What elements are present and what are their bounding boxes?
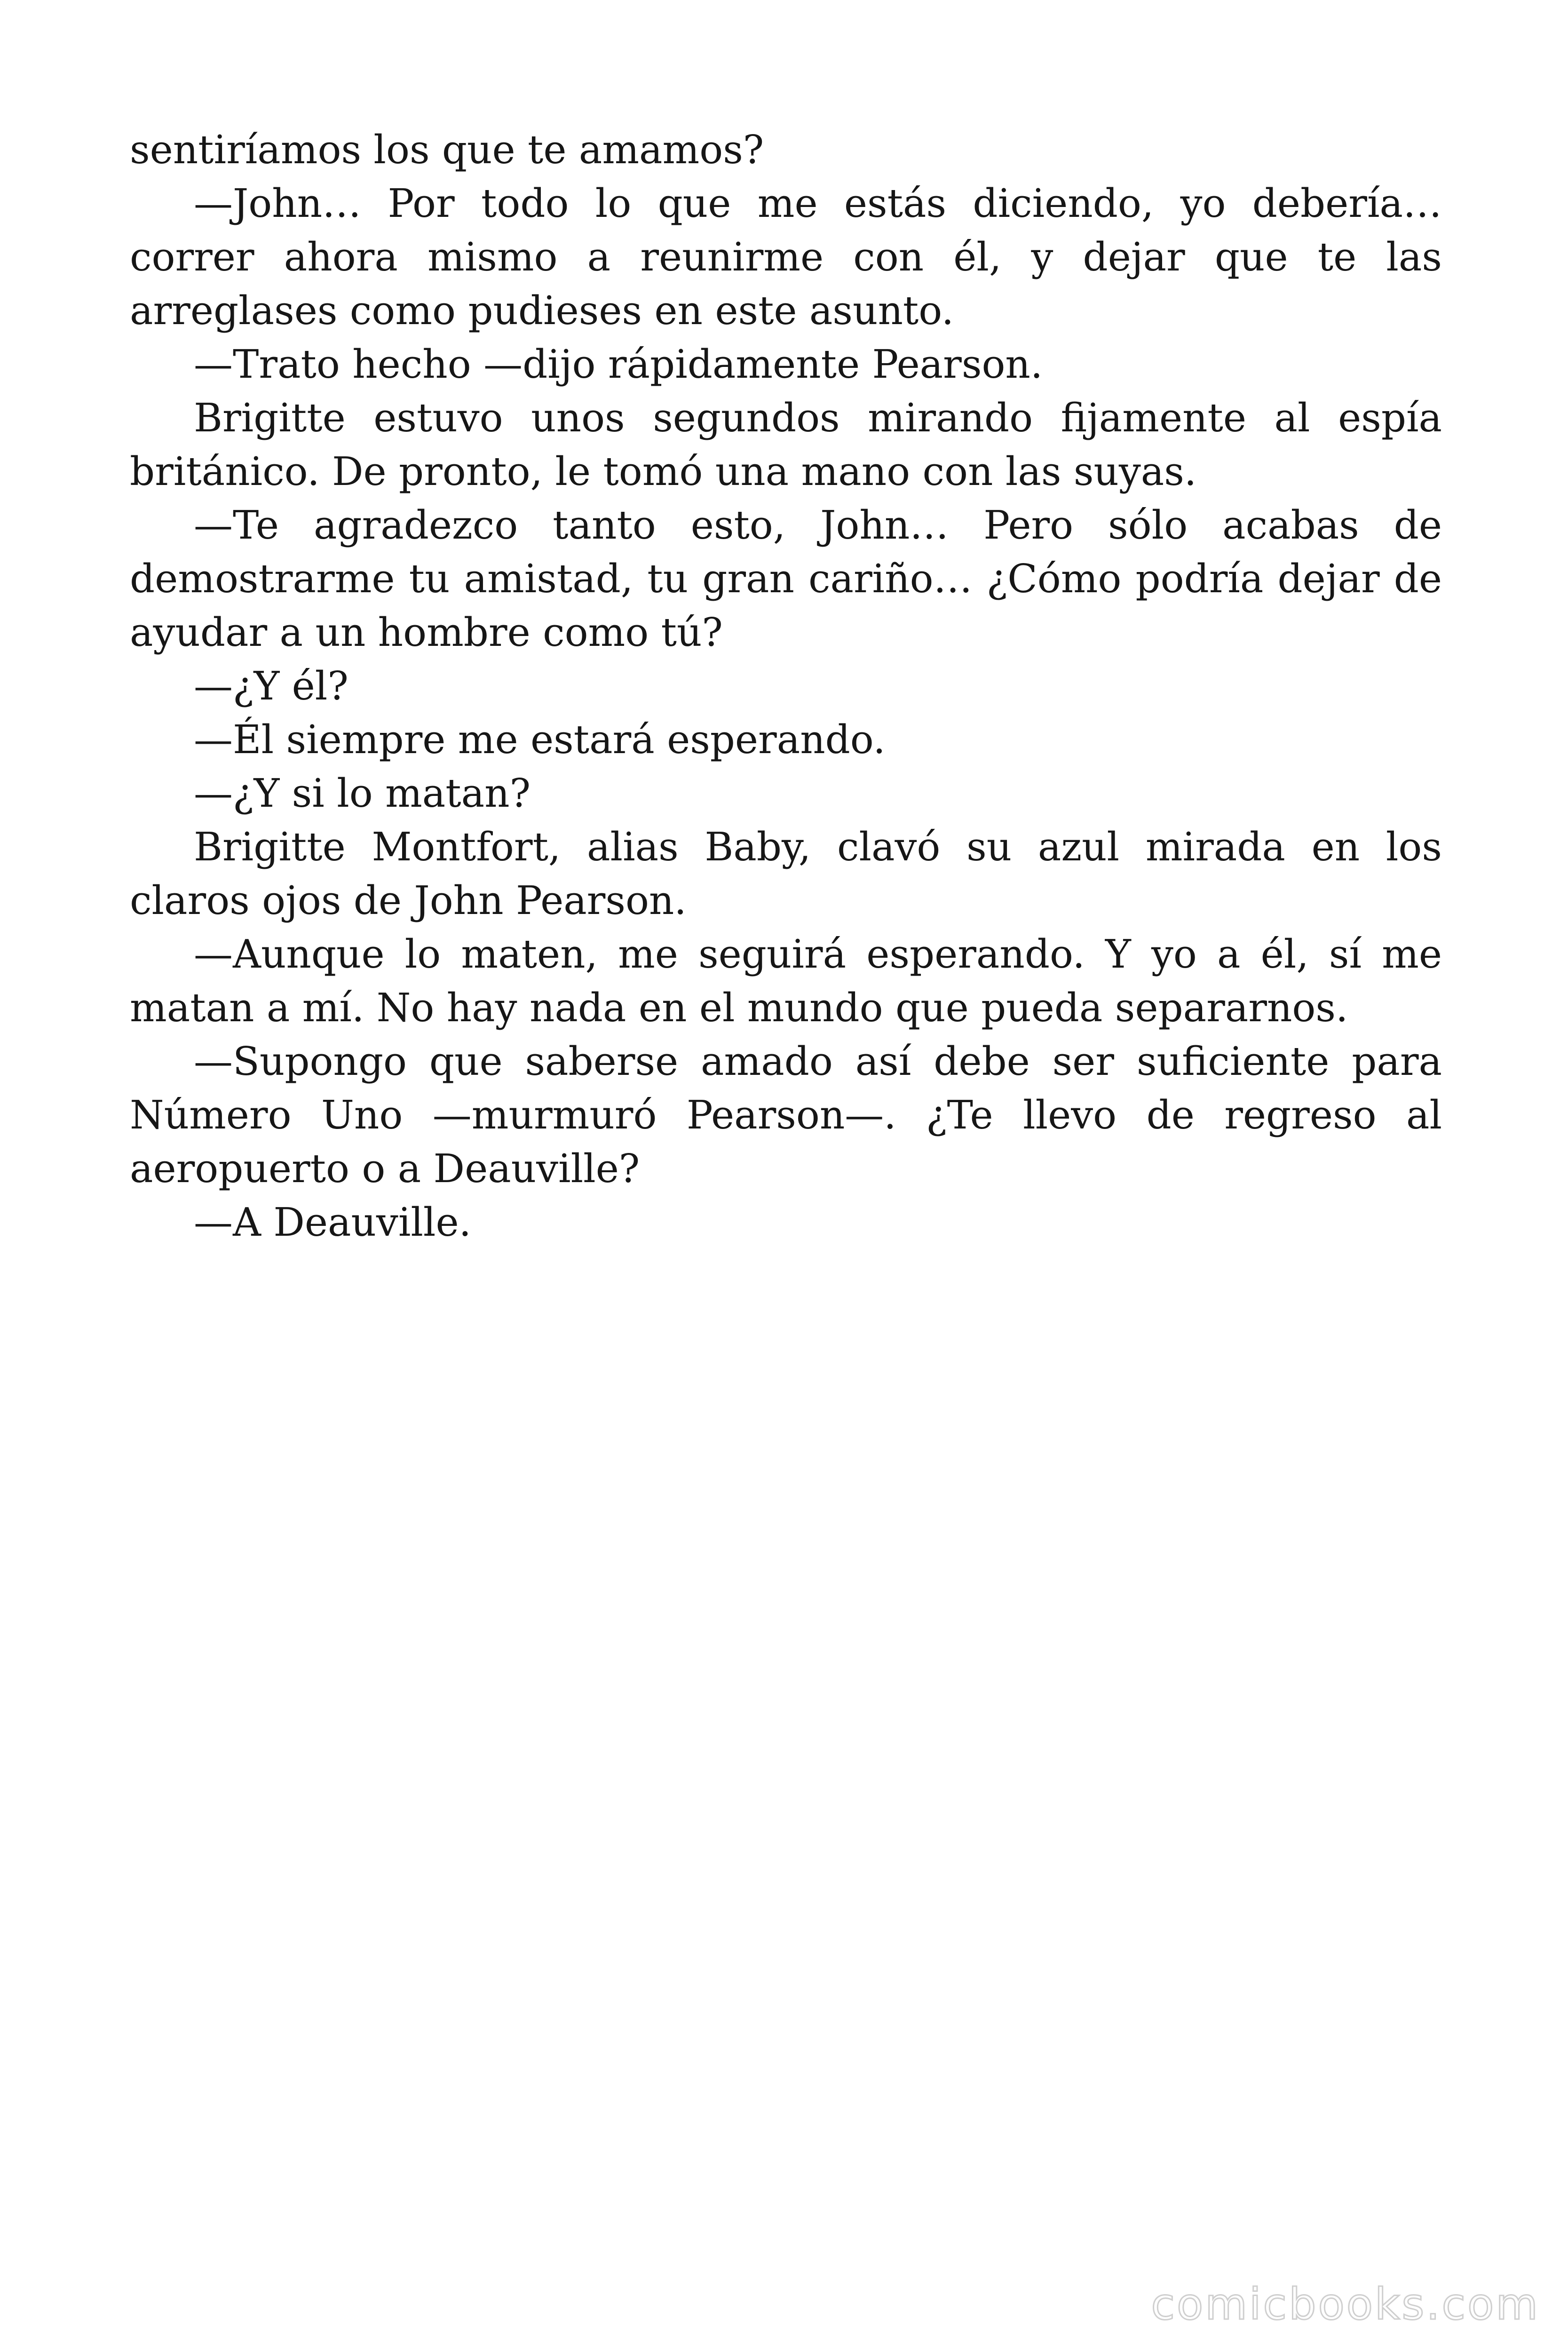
paragraph: —Aunque lo maten, me seguirá esperando. Y yo a él, sí me matan a mí. No hay nada en el mundo que pueda separarnos. [130, 931, 1442, 1031]
paragraph: sentiríamos los que te amamos? [130, 127, 764, 173]
paragraph: Brigitte Montfort, alias Baby, clavó su azul mirada en los claros ojos de John Pearson. [130, 824, 1442, 923]
paragraph: —A Deauville. [194, 1200, 471, 1245]
paragraph: —¿Y si lo matan? [194, 771, 531, 816]
paragraph: Brigitte estuvo unos segundos mirando fijamente al espía británico. De pronto, le tomó una mano con las suyas. [130, 395, 1442, 494]
paragraph: —Supongo que saberse amado así debe ser suficiente para Número Uno —murmuró Pearson—. ¿Te llevo de regreso al aeropuerto o a Deauville? [130, 1039, 1442, 1192]
paragraph: —Trato hecho —dijo rápidamente Pearson. [194, 342, 1043, 387]
text-body [130, 123, 1442, 1249]
paragraph: —¿Y él? [194, 663, 348, 709]
paragraph: —Él siempre me estará esperando. [194, 717, 886, 763]
paragraph: —John… Por todo lo que me estás diciendo, yo debería… correr ahora mismo a reunirme con él, y dejar que te las arreglases como pudieses en este asunto. [130, 181, 1442, 334]
watermark: comicbooks.com [1151, 2279, 1540, 2329]
paragraph: —Te agradezco tanto esto, John… Pero sólo acabas de demostrarme tu amistad, tu gran cariño… ¿Cómo podría dejar de ayudar a un hombre como tú? [130, 502, 1442, 655]
